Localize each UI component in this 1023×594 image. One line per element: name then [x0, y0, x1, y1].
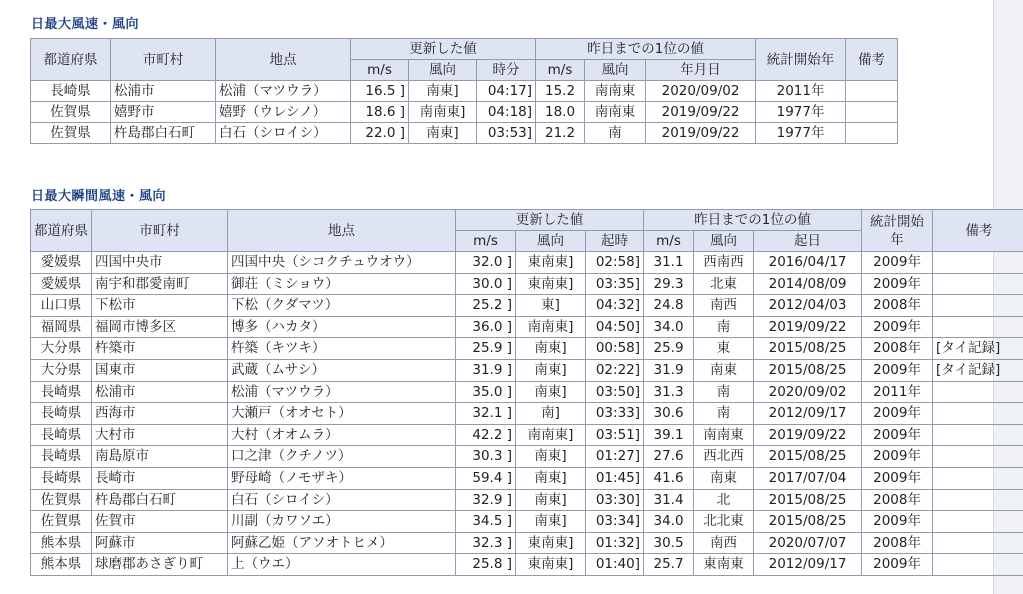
record-date-cell: 2016/04/17	[754, 252, 862, 274]
municipality-cell: 大村市	[92, 424, 228, 446]
remarks-cell	[933, 295, 1023, 317]
table-row	[31, 489, 1023, 511]
updated-direction-cell: 南東]	[516, 489, 586, 511]
location-cell: 阿蘇乙姫（アソオトヒメ）	[228, 532, 456, 554]
remarks-cell: [タイ記録]	[933, 359, 1023, 381]
table-row	[31, 511, 1023, 533]
remarks-cell	[933, 489, 1023, 511]
updated-time-cell: 04:32]	[586, 295, 644, 317]
record-speed-cell: 34.0	[644, 511, 694, 533]
record-speed-cell: 31.4	[644, 489, 694, 511]
location-cell: 野母崎（ノモザキ）	[228, 467, 456, 489]
header-previous-record: 昨日までの1位の値	[644, 210, 862, 231]
stats-start-year-cell: 1977年	[756, 102, 846, 123]
municipality-cell: 長崎市	[92, 467, 228, 489]
municipality-cell: 嬉野市	[111, 102, 216, 123]
updated-direction-cell: 東]	[516, 295, 586, 317]
record-date-cell: 2012/04/03	[754, 295, 862, 317]
record-speed-cell: 15.2	[536, 81, 585, 102]
record-date-cell: 2015/08/25	[754, 511, 862, 533]
header-record-direction: 風向	[694, 231, 754, 252]
header-record-date: 起日	[754, 231, 862, 252]
header-time: 時分	[477, 60, 536, 81]
updated-speed-cell: 42.2 ]	[456, 424, 516, 446]
table-row	[31, 359, 1023, 381]
location-cell: 武蔵（ムサシ）	[228, 359, 456, 381]
table-row	[31, 81, 898, 102]
updated-direction-cell: 南東]	[409, 81, 477, 102]
remarks-cell	[933, 446, 1023, 468]
prefecture-cell: 長崎県	[31, 81, 111, 102]
location-cell: 川副（カワソエ）	[228, 511, 456, 533]
updated-time-cell: 03:30]	[586, 489, 644, 511]
record-speed-cell: 27.6	[644, 446, 694, 468]
municipality-cell: 南島原市	[92, 446, 228, 468]
table-row	[31, 532, 1023, 554]
updated-direction-cell: 東南東]	[516, 554, 586, 576]
record-speed-cell: 18.0	[536, 102, 585, 123]
table-row	[31, 102, 898, 123]
updated-time-cell: 02:58]	[586, 252, 644, 274]
updated-direction-cell: 南南東]	[409, 102, 477, 123]
updated-direction-cell: 南東]	[516, 446, 586, 468]
record-direction-cell: 南南東	[585, 102, 646, 123]
record-speed-cell: 31.3	[644, 381, 694, 403]
updated-speed-cell: 32.3 ]	[456, 532, 516, 554]
record-date-cell: 2015/08/25	[754, 446, 862, 468]
remarks-cell	[933, 316, 1023, 338]
prefecture-cell: 熊本県	[31, 532, 92, 554]
stats-start-year-cell: 2011年	[862, 381, 933, 403]
updated-speed-cell: 30.0 ]	[456, 273, 516, 295]
prefecture-cell: 大分県	[31, 359, 92, 381]
header-record-speed: m/s	[644, 231, 694, 252]
header-record-speed: m/s	[536, 60, 585, 81]
updated-time-cell: 03:35]	[586, 273, 644, 295]
prefecture-cell: 長崎県	[31, 381, 92, 403]
header-record-direction: 風向	[585, 60, 646, 81]
location-cell: 口之津（クチノツ）	[228, 446, 456, 468]
location-cell: 四国中央（シコクチュウオウ）	[228, 252, 456, 274]
table-row	[31, 403, 1023, 425]
stats-start-year-cell: 2009年	[862, 511, 933, 533]
updated-time-cell: 04:18]	[477, 102, 536, 123]
record-direction-cell: 西南西	[694, 252, 754, 274]
location-cell: 杵築（キツキ）	[228, 338, 456, 360]
municipality-cell: 阿蘇市	[92, 532, 228, 554]
updated-speed-cell: 32.0 ]	[456, 252, 516, 274]
remarks-cell	[933, 511, 1023, 533]
section-title-daily-max-gust: 日最大瞬間風速・風向	[31, 189, 167, 204]
remarks-cell	[933, 554, 1023, 576]
stats-start-year-cell: 2009年	[862, 252, 933, 274]
prefecture-cell: 大分県	[31, 338, 92, 360]
municipality-cell: 下松市	[92, 295, 228, 317]
record-speed-cell: 31.9	[644, 359, 694, 381]
location-cell: 博多（ハカタ）	[228, 316, 456, 338]
updated-direction-cell: 東南東]	[516, 273, 586, 295]
header-prefecture: 都道府県	[31, 39, 111, 81]
record-speed-cell: 31.1	[644, 252, 694, 274]
record-date-cell: 2014/08/09	[754, 273, 862, 295]
stats-start-year-cell: 2011年	[756, 81, 846, 102]
record-speed-cell: 29.3	[644, 273, 694, 295]
updated-direction-cell: 南南東]	[516, 424, 586, 446]
updated-time-cell: 04:50]	[586, 316, 644, 338]
record-date-cell: 2019/09/22	[754, 424, 862, 446]
table-row	[31, 554, 1023, 576]
location-cell: 大瀬戸（オオセト）	[228, 403, 456, 425]
updated-direction-cell: 南東]	[516, 338, 586, 360]
stats-start-year-cell: 2008年	[862, 489, 933, 511]
updated-direction-cell: 南南東]	[516, 316, 586, 338]
location-cell: 嬉野（ウレシノ）	[216, 102, 351, 123]
record-direction-cell: 南南東	[585, 81, 646, 102]
prefecture-cell: 愛媛県	[31, 252, 92, 274]
header-direction: 風向	[516, 231, 586, 252]
header-prefecture: 都道府県	[31, 210, 92, 252]
record-date-cell: 2020/09/02	[646, 81, 756, 102]
stats-start-year-cell: 2008年	[862, 338, 933, 360]
updated-time-cell: 01:45]	[586, 467, 644, 489]
updated-time-cell: 01:40]	[586, 554, 644, 576]
remarks-cell: [タイ記録]	[933, 338, 1023, 360]
updated-direction-cell: 東南東]	[516, 532, 586, 554]
stats-start-year-cell: 2009年	[862, 446, 933, 468]
stats-start-year-cell: 2008年	[862, 532, 933, 554]
table-row	[31, 123, 898, 144]
municipality-cell: 杵島郡白石町	[111, 123, 216, 144]
header-updated-value: 更新した値	[456, 210, 644, 231]
record-date-cell: 2012/09/17	[754, 403, 862, 425]
header-remarks: 備考	[933, 210, 1023, 252]
header-speed: m/s	[456, 231, 516, 252]
updated-speed-cell: 31.9 ]	[456, 359, 516, 381]
updated-direction-cell: 南東]	[409, 123, 477, 144]
stats-start-year-cell: 2009年	[862, 467, 933, 489]
header-municipality: 市町村	[111, 39, 216, 81]
updated-speed-cell: 25.8 ]	[456, 554, 516, 576]
location-cell: 松浦（マツウラ）	[216, 81, 351, 102]
prefecture-cell: 愛媛県	[31, 273, 92, 295]
updated-speed-cell: 36.0 ]	[456, 316, 516, 338]
municipality-cell: 杵築市	[92, 338, 228, 360]
updated-direction-cell: 南東]	[516, 511, 586, 533]
updated-speed-cell: 35.0 ]	[456, 381, 516, 403]
record-speed-cell: 25.7	[644, 554, 694, 576]
record-direction-cell: 南	[694, 316, 754, 338]
header-speed: m/s	[351, 60, 409, 81]
updated-time-cell: 03:53]	[477, 123, 536, 144]
prefecture-cell: 長崎県	[31, 424, 92, 446]
prefecture-cell: 長崎県	[31, 403, 92, 425]
stats-start-year-cell: 1977年	[756, 123, 846, 144]
record-date-cell: 2020/07/07	[754, 532, 862, 554]
location-cell: 大村（オオムラ）	[228, 424, 456, 446]
prefecture-cell: 福岡県	[31, 316, 92, 338]
prefecture-cell: 佐賀県	[31, 123, 111, 144]
remarks-cell	[933, 532, 1023, 554]
record-direction-cell: 南東	[694, 467, 754, 489]
stats-start-year-cell: 2009年	[862, 359, 933, 381]
record-speed-cell: 24.8	[644, 295, 694, 317]
record-speed-cell: 21.2	[536, 123, 585, 144]
updated-speed-cell: 32.1 ]	[456, 403, 516, 425]
header-previous-record: 昨日までの1位の値	[536, 39, 756, 60]
record-speed-cell: 34.0	[644, 316, 694, 338]
header-stats-start-year: 統計開始年	[756, 39, 846, 81]
updated-speed-cell: 18.6 ]	[351, 102, 409, 123]
updated-time-cell: 03:50]	[586, 381, 644, 403]
updated-speed-cell: 22.0 ]	[351, 123, 409, 144]
municipality-cell: 松浦市	[111, 81, 216, 102]
updated-speed-cell: 25.2 ]	[456, 295, 516, 317]
municipality-cell: 球磨郡あさぎり町	[92, 554, 228, 576]
updated-direction-cell: 東南東]	[516, 252, 586, 274]
header-remarks: 備考	[846, 39, 898, 81]
prefecture-cell: 長崎県	[31, 467, 92, 489]
municipality-cell: 杵島郡白石町	[92, 489, 228, 511]
remarks-cell	[933, 381, 1023, 403]
location-cell: 下松（クダマツ）	[228, 295, 456, 317]
location-cell: 御荘（ミショウ）	[228, 273, 456, 295]
record-direction-cell: 東	[694, 338, 754, 360]
stats-start-year-cell: 2009年	[862, 273, 933, 295]
prefecture-cell: 佐賀県	[31, 102, 111, 123]
municipality-cell: 西海市	[92, 403, 228, 425]
record-speed-cell: 25.9	[644, 338, 694, 360]
prefecture-cell: 佐賀県	[31, 489, 92, 511]
prefecture-cell: 山口県	[31, 295, 92, 317]
prefecture-cell: 佐賀県	[31, 511, 92, 533]
header-record-date: 年月日	[646, 60, 756, 81]
daily-max-gust-table	[30, 209, 1023, 576]
header-municipality: 市町村	[92, 210, 228, 252]
remarks-cell	[933, 403, 1023, 425]
record-direction-cell: 南	[694, 403, 754, 425]
record-date-cell: 2019/09/22	[754, 316, 862, 338]
table-row	[31, 316, 1023, 338]
header-time: 起時	[586, 231, 644, 252]
updated-direction-cell: 南東]	[516, 359, 586, 381]
header-stats-start-year: 統計開始年	[862, 210, 933, 252]
updated-speed-cell: 59.4 ]	[456, 467, 516, 489]
updated-speed-cell: 32.9 ]	[456, 489, 516, 511]
record-date-cell: 2015/08/25	[754, 489, 862, 511]
record-direction-cell: 西北西	[694, 446, 754, 468]
remarks-cell	[846, 102, 898, 123]
record-speed-cell: 30.5	[644, 532, 694, 554]
record-speed-cell: 41.6	[644, 467, 694, 489]
stats-start-year-cell: 2008年	[862, 295, 933, 317]
updated-time-cell: 03:33]	[586, 403, 644, 425]
stats-start-year-cell: 2009年	[862, 316, 933, 338]
location-cell: 松浦（マツウラ）	[228, 381, 456, 403]
table-row	[31, 338, 1023, 360]
updated-speed-cell: 34.5 ]	[456, 511, 516, 533]
record-direction-cell: 南南東	[694, 424, 754, 446]
remarks-cell	[933, 273, 1023, 295]
stats-start-year-cell: 2009年	[862, 554, 933, 576]
remarks-cell	[846, 81, 898, 102]
record-direction-cell: 東南東	[694, 554, 754, 576]
record-direction-cell: 南東	[694, 359, 754, 381]
updated-speed-cell: 16.5 ]	[351, 81, 409, 102]
remarks-cell	[933, 252, 1023, 274]
daily-max-wind-table	[30, 38, 898, 144]
header-location: 地点	[216, 39, 351, 81]
updated-time-cell: 04:17]	[477, 81, 536, 102]
municipality-cell: 佐賀市	[92, 511, 228, 533]
municipality-cell: 南宇和郡愛南町	[92, 273, 228, 295]
updated-direction-cell: 南東]	[516, 381, 586, 403]
location-cell: 上（ウエ）	[228, 554, 456, 576]
record-date-cell: 2015/08/25	[754, 359, 862, 381]
record-speed-cell: 39.1	[644, 424, 694, 446]
table-row	[31, 424, 1023, 446]
record-date-cell: 2020/09/02	[754, 381, 862, 403]
updated-direction-cell: 南]	[516, 403, 586, 425]
updated-time-cell: 02:22]	[586, 359, 644, 381]
municipality-cell: 福岡市博多区	[92, 316, 228, 338]
header-direction: 風向	[409, 60, 477, 81]
updated-time-cell: 00:58]	[586, 338, 644, 360]
updated-time-cell: 01:32]	[586, 532, 644, 554]
updated-time-cell: 01:27]	[586, 446, 644, 468]
location-cell: 白石（シロイシ）	[228, 489, 456, 511]
table-row	[31, 467, 1023, 489]
remarks-cell	[933, 424, 1023, 446]
remarks-cell	[933, 467, 1023, 489]
updated-time-cell: 03:34]	[586, 511, 644, 533]
prefecture-cell: 長崎県	[31, 446, 92, 468]
record-direction-cell: 南西	[694, 295, 754, 317]
record-date-cell: 2015/08/25	[754, 338, 862, 360]
table-row	[31, 446, 1023, 468]
record-direction-cell: 南	[694, 381, 754, 403]
location-cell: 白石（シロイシ）	[216, 123, 351, 144]
updated-speed-cell: 30.3 ]	[456, 446, 516, 468]
record-direction-cell: 南	[585, 123, 646, 144]
stats-start-year-cell: 2009年	[862, 424, 933, 446]
record-direction-cell: 北東	[694, 273, 754, 295]
record-date-cell: 2012/09/17	[754, 554, 862, 576]
record-direction-cell: 北	[694, 489, 754, 511]
table-row	[31, 252, 1023, 274]
municipality-cell: 国東市	[92, 359, 228, 381]
updated-time-cell: 03:51]	[586, 424, 644, 446]
stats-start-year-cell: 2009年	[862, 403, 933, 425]
prefecture-cell: 熊本県	[31, 554, 92, 576]
header-location: 地点	[228, 210, 456, 252]
record-direction-cell: 北北東	[694, 511, 754, 533]
table-row	[31, 273, 1023, 295]
table-row	[31, 381, 1023, 403]
record-date-cell: 2019/09/22	[646, 123, 756, 144]
record-date-cell: 2019/09/22	[646, 102, 756, 123]
updated-direction-cell: 南東]	[516, 467, 586, 489]
record-date-cell: 2017/07/04	[754, 467, 862, 489]
section-title-daily-max-wind: 日最大風速・風向	[31, 17, 140, 32]
municipality-cell: 松浦市	[92, 381, 228, 403]
municipality-cell: 四国中央市	[92, 252, 228, 274]
record-direction-cell: 南西	[694, 532, 754, 554]
remarks-cell	[846, 123, 898, 144]
updated-speed-cell: 25.9 ]	[456, 338, 516, 360]
record-speed-cell: 30.6	[644, 403, 694, 425]
header-updated-value: 更新した値	[351, 39, 536, 60]
table-row	[31, 295, 1023, 317]
